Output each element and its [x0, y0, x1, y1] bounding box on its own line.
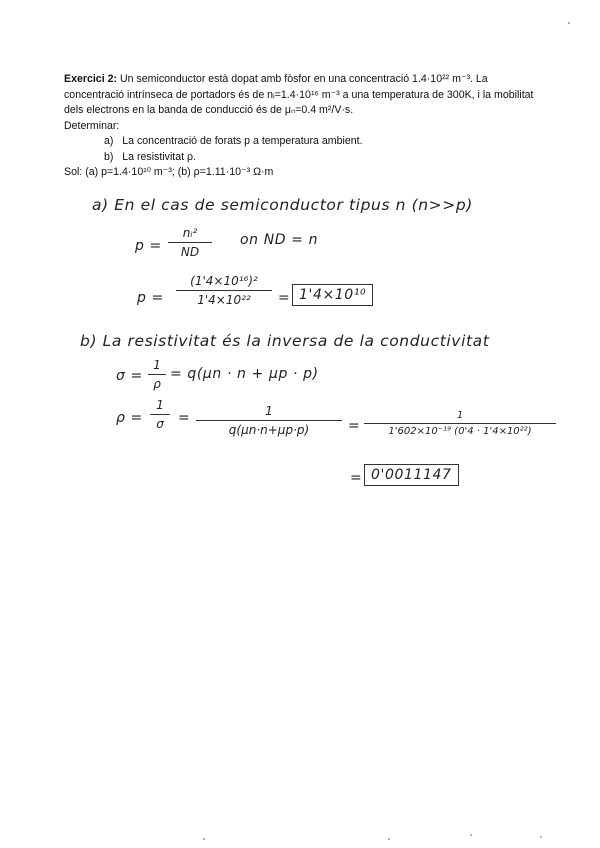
- fraction-denominator: 1'602×10⁻¹⁹ (0'4 · 1'4×10²²): [388, 426, 532, 437]
- fraction-numerator: 1: [156, 398, 164, 412]
- fraction-denominator: q(μn·n+μp·p): [228, 423, 310, 437]
- calc-p-lhs: p =: [137, 290, 164, 306]
- handwriting-a-intro: a) En el cas de semiconductor tipus n (n>>p): [92, 196, 473, 214]
- result-b-boxed: 0'0011147: [364, 464, 459, 486]
- question-text: La resistivitat ρ.: [122, 150, 196, 163]
- rho-fraction-2: [196, 404, 342, 437]
- question-item-a: [104, 134, 534, 150]
- question-list: [64, 134, 534, 165]
- exercise-text: Un semiconductor està dopat amb fòsfor en una concentració 1.4·10²² m⁻³. La concentració intrínseca de portadors és de nᵢ=1.4·10¹⁶ m⁻³ a una temperatura de 300K, i la mobilitat dels electrons en la banda de conducció és de μₙ=0.4 m²/V·s.: [64, 73, 534, 116]
- handwriting-b-intro: b) La resistivitat és la inversa de la conductivitat: [80, 332, 490, 350]
- determine-label: Determinar:: [64, 119, 120, 132]
- scan-speck: [470, 834, 472, 836]
- equals-sign: =: [350, 470, 363, 486]
- scan-speck: [388, 838, 390, 840]
- formula-p-fraction: [168, 226, 212, 259]
- sigma-expression: = q(μn · n + μp · p): [170, 366, 319, 382]
- scan-speck: [568, 22, 570, 24]
- fraction-numerator: 1: [456, 410, 464, 421]
- rho-lhs: ρ =: [116, 410, 143, 426]
- fraction-denominator: ND: [180, 245, 200, 259]
- formula-p-lhs: p =: [135, 238, 162, 254]
- sigma-fraction: [148, 358, 166, 391]
- question-text: La concentració de forats p a temperatura ambient.: [122, 135, 363, 147]
- rho-fraction: [150, 398, 170, 431]
- question-marker: b): [104, 150, 114, 163]
- calc-p-fraction: [176, 274, 272, 307]
- fraction-numerator: nᵢ²: [182, 226, 198, 240]
- fraction-denominator: σ: [156, 417, 164, 431]
- solution-line: Sol: (a) p=1.4·10¹⁰ m⁻³; (b) ρ=1.11·10⁻³ Ω·m: [64, 166, 274, 178]
- fraction-numerator: (1'4×10¹⁶)²: [190, 274, 258, 288]
- rho-fraction-3: [364, 410, 556, 437]
- equals-sign: =: [348, 418, 361, 434]
- fraction-denominator: ρ: [153, 377, 161, 391]
- question-item-b: [104, 150, 534, 166]
- scan-speck: [540, 836, 542, 838]
- fraction-numerator: 1: [153, 358, 161, 372]
- scan-speck: [203, 838, 205, 840]
- sigma-lhs: σ =: [116, 368, 143, 384]
- question-marker: a): [104, 135, 114, 147]
- exercise-title: Exercici 2:: [64, 73, 118, 85]
- exercise-paragraph: [64, 72, 534, 119]
- equals-sign: =: [178, 410, 191, 426]
- fraction-numerator: 1: [265, 404, 273, 418]
- exercise-statement: [64, 72, 534, 181]
- result-a-boxed: 1'4×10¹⁰: [292, 284, 373, 306]
- equals-sign: =: [278, 290, 291, 306]
- formula-condition: on ND = n: [240, 232, 319, 248]
- fraction-denominator: 1'4×10²²: [197, 293, 251, 307]
